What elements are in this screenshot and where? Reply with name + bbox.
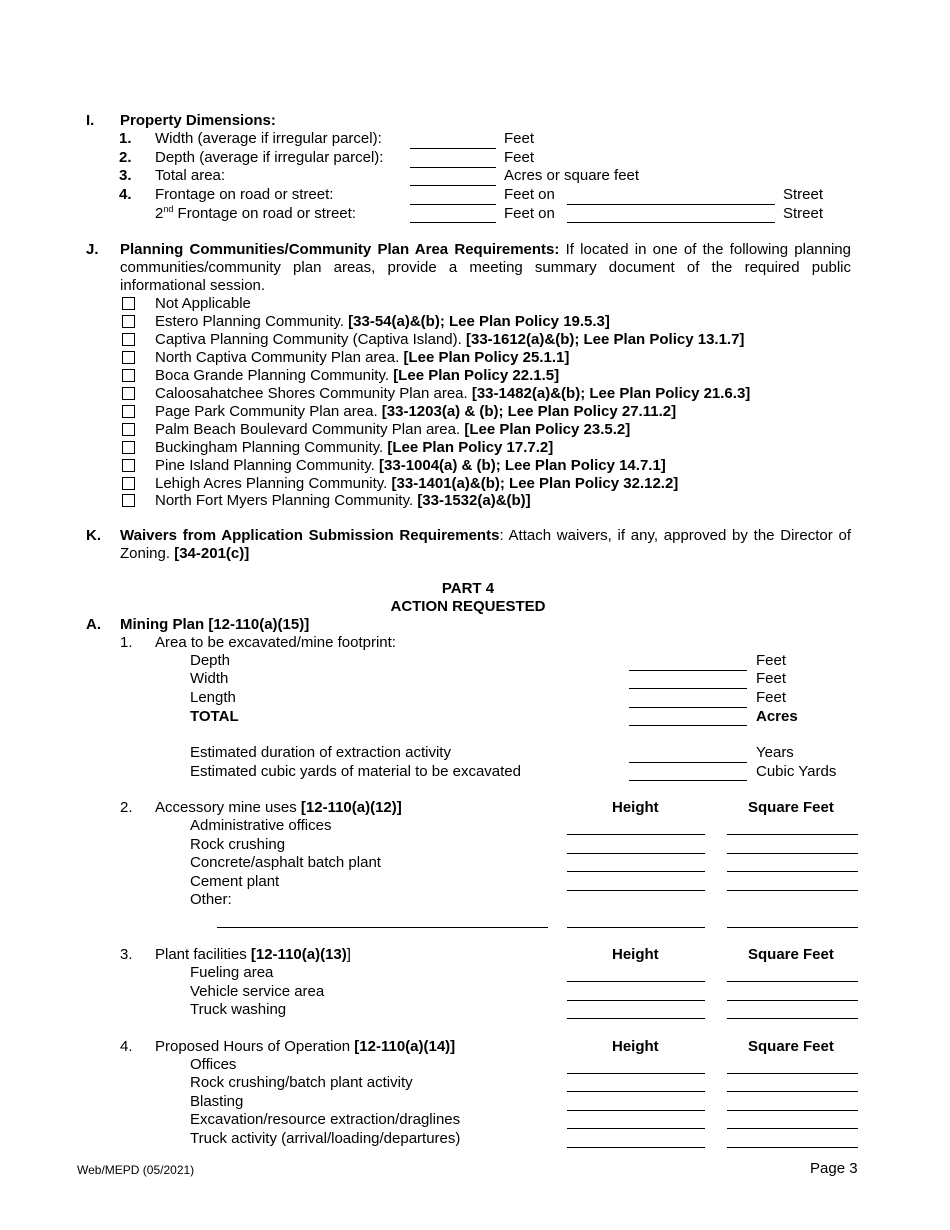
frontage-feet-field[interactable] bbox=[410, 204, 496, 205]
checkbox-boca-grande[interactable] bbox=[122, 369, 135, 382]
item-number: 1. bbox=[119, 130, 132, 147]
footprint-width-label: Width bbox=[190, 670, 229, 687]
checkbox-pine-island[interactable] bbox=[122, 459, 135, 472]
accessory-use-label: Cement plant bbox=[190, 873, 280, 890]
depth-unit: Feet bbox=[504, 149, 535, 166]
section-k-title: Waivers from Application Submission Requirements bbox=[120, 527, 500, 544]
height-field[interactable] bbox=[567, 927, 705, 928]
column-header-square-feet: Square Feet bbox=[748, 946, 834, 963]
section-k-ref: [34-201(c)] bbox=[174, 545, 250, 562]
item-number: 4. bbox=[120, 1038, 133, 1055]
item2-label: Accessory mine uses [12-110(a)(12)] bbox=[155, 799, 402, 816]
square-feet-field[interactable] bbox=[727, 1110, 858, 1111]
duration-unit: Years bbox=[756, 744, 794, 761]
option-label: Buckingham Planning Community. [Lee Plan Policy 17.7.2] bbox=[155, 439, 554, 456]
height-field[interactable] bbox=[567, 853, 705, 854]
square-feet-field[interactable] bbox=[727, 834, 858, 835]
operation-label: Excavation/resource extraction/draglines bbox=[190, 1111, 461, 1128]
footprint-total-label: TOTAL bbox=[190, 708, 239, 725]
second-frontage-feet-field[interactable] bbox=[410, 222, 496, 223]
part-heading: PART 4 bbox=[441, 580, 495, 597]
plant-facility-label: Vehicle service area bbox=[190, 983, 325, 1000]
checkbox-north-captiva[interactable] bbox=[122, 351, 135, 364]
checkbox-lehigh-acres[interactable] bbox=[122, 477, 135, 490]
height-field[interactable] bbox=[567, 1073, 705, 1074]
item4-label: Proposed Hours of Operation [12-110(a)(14)] bbox=[155, 1038, 456, 1055]
footprint-width-unit: Feet bbox=[756, 670, 787, 687]
section-a-letter: A. bbox=[86, 616, 101, 633]
checkbox-not-applicable[interactable] bbox=[122, 297, 135, 310]
section-k-text: : Attach waivers, if any, approved by the Director of Zoning. bbox=[120, 527, 852, 562]
second-frontage-label: 2nd Frontage on road or street: bbox=[155, 204, 356, 222]
checkbox-estero[interactable] bbox=[122, 315, 135, 328]
height-field[interactable] bbox=[567, 871, 705, 872]
option-label: Caloosahatchee Shores Community Plan area. [33-1482(a)&(b); Lee Plan Policy 21.6.3] bbox=[155, 385, 751, 402]
checkbox-palm-beach-boulevard[interactable] bbox=[122, 423, 135, 436]
total-area-unit: Acres or square feet bbox=[504, 167, 640, 184]
square-feet-field[interactable] bbox=[727, 871, 858, 872]
height-field[interactable] bbox=[567, 1091, 705, 1092]
option-label: Estero Planning Community. [33-54(a)&(b); Lee Plan Policy 19.5.3] bbox=[155, 313, 610, 330]
item-number: 3. bbox=[119, 167, 132, 184]
square-feet-field[interactable] bbox=[727, 1018, 858, 1019]
accessory-use-label: Other: bbox=[190, 891, 232, 908]
duration-label: Estimated duration of extraction activity bbox=[190, 744, 451, 761]
footprint-total-unit: Acres bbox=[756, 708, 798, 725]
footprint-width-field[interactable] bbox=[629, 688, 747, 689]
section-j-text: If located in one of the following planning communities/community plan areas, provide a meeting summary document of the required public informational session. bbox=[120, 241, 851, 294]
depth-field[interactable] bbox=[410, 167, 496, 168]
height-field[interactable] bbox=[567, 1110, 705, 1111]
height-field[interactable] bbox=[567, 834, 705, 835]
duration-field[interactable] bbox=[629, 762, 747, 763]
item1-label: Area to be excavated/mine footprint: bbox=[155, 634, 396, 651]
section-k-letter: K. bbox=[86, 527, 101, 544]
accessory-use-label: Rock crushing bbox=[190, 836, 286, 853]
section-j-paragraph bbox=[120, 241, 851, 295]
footprint-total-field[interactable] bbox=[629, 725, 747, 726]
depth-label: Depth (average if irregular parcel): bbox=[155, 149, 384, 166]
footprint-depth-label: Depth bbox=[190, 652, 231, 669]
section-j-title: Planning Communities/Community Plan Area Requirements: bbox=[120, 241, 560, 258]
footprint-depth-field[interactable] bbox=[629, 670, 747, 671]
item-number: 4. bbox=[119, 186, 132, 203]
frontage-label: Frontage on road or street: bbox=[155, 186, 334, 203]
option-label: North Fort Myers Planning Community. [33-1532(a)&(b)] bbox=[155, 492, 531, 509]
item-number: 2. bbox=[119, 149, 132, 166]
section-a-title: Mining Plan [12-110(a)(15)] bbox=[120, 616, 310, 633]
height-field[interactable] bbox=[567, 1147, 705, 1148]
height-field[interactable] bbox=[567, 1000, 705, 1001]
item-number: 2. bbox=[120, 799, 133, 816]
footer-form-id: Web/MEPD (05/2021) bbox=[77, 1163, 195, 1177]
item-number: 1. bbox=[120, 634, 133, 651]
operation-label: Truck activity (arrival/loading/departures) bbox=[190, 1130, 461, 1147]
footprint-depth-unit: Feet bbox=[756, 652, 787, 669]
cubic-yards-field[interactable] bbox=[629, 780, 747, 781]
column-header-square-feet: Square Feet bbox=[748, 799, 834, 816]
column-header-height: Height bbox=[612, 799, 659, 816]
square-feet-field[interactable] bbox=[727, 890, 858, 891]
frontage-unit: Feet on bbox=[504, 186, 555, 203]
second-frontage-suffix: Street bbox=[783, 205, 824, 222]
accessory-use-label: Concrete/asphalt batch plant bbox=[190, 854, 381, 871]
item3-label: Plant facilities [12-110(a)(13)] bbox=[155, 946, 351, 963]
option-label: Lehigh Acres Planning Community. [33-1401(a)&(b); Lee Plan Policy 32.12.2] bbox=[155, 475, 679, 492]
column-header-height: Height bbox=[612, 1038, 659, 1055]
second-frontage-unit: Feet on bbox=[504, 205, 555, 222]
column-header-square-feet: Square Feet bbox=[748, 1038, 834, 1055]
frontage-street-field[interactable] bbox=[567, 204, 775, 205]
option-label: Boca Grande Planning Community. [Lee Plan Policy 22.1.5] bbox=[155, 367, 560, 384]
operation-label: Blasting bbox=[190, 1093, 244, 1110]
checkbox-north-fort-myers[interactable] bbox=[122, 494, 135, 507]
square-feet-field[interactable] bbox=[727, 1000, 858, 1001]
frontage-suffix: Street bbox=[783, 186, 824, 203]
checkbox-buckingham[interactable] bbox=[122, 441, 135, 454]
height-field[interactable] bbox=[567, 1128, 705, 1129]
checkbox-caloosahatchee-shores[interactable] bbox=[122, 387, 135, 400]
plant-facility-label: Fueling area bbox=[190, 964, 274, 981]
option-label: Page Park Community Plan area. [33-1203(a) & (b); Lee Plan Policy 27.11.2] bbox=[155, 403, 677, 420]
height-field[interactable] bbox=[567, 1018, 705, 1019]
square-feet-field[interactable] bbox=[727, 927, 858, 928]
square-feet-field[interactable] bbox=[727, 1091, 858, 1092]
column-header-height: Height bbox=[612, 946, 659, 963]
total-area-label: Total area: bbox=[155, 167, 226, 184]
height-field[interactable] bbox=[567, 890, 705, 891]
footprint-length-field[interactable] bbox=[629, 707, 747, 708]
square-feet-field[interactable] bbox=[727, 1147, 858, 1148]
option-label: Pine Island Planning Community. [33-1004(a) & (b); Lee Plan Policy 14.7.1] bbox=[155, 457, 666, 474]
footprint-length-label: Length bbox=[190, 689, 236, 706]
page-number: Page 3 bbox=[810, 1160, 858, 1177]
square-feet-field[interactable] bbox=[727, 1128, 858, 1129]
section-i-letter: I. bbox=[86, 112, 95, 129]
square-feet-field[interactable] bbox=[727, 853, 858, 854]
option-label: North Captiva Community Plan area. [Lee Plan Policy 25.1.1] bbox=[155, 349, 570, 366]
width-unit: Feet bbox=[504, 130, 535, 147]
width-label: Width (average if irregular parcel): bbox=[155, 130, 382, 147]
checkbox-page-park[interactable] bbox=[122, 405, 135, 418]
cubic-yards-label: Estimated cubic yards of material to be excavated bbox=[190, 763, 521, 780]
operation-label: Rock crushing/batch plant activity bbox=[190, 1074, 413, 1091]
option-label: Palm Beach Boulevard Community Plan area. [Lee Plan Policy 23.5.2] bbox=[155, 421, 631, 438]
item-number: 3. bbox=[120, 946, 133, 963]
footprint-length-unit: Feet bbox=[756, 689, 787, 706]
other-use-field[interactable] bbox=[217, 927, 548, 928]
total-area-field[interactable] bbox=[410, 185, 496, 186]
operation-label: Offices bbox=[190, 1056, 237, 1073]
section-i-title: Property Dimensions: bbox=[120, 112, 276, 129]
square-feet-field[interactable] bbox=[727, 1073, 858, 1074]
plant-facility-label: Truck washing bbox=[190, 1001, 287, 1018]
cubic-yards-unit: Cubic Yards bbox=[756, 763, 837, 780]
option-label: Captiva Planning Community (Captiva Island). [33-1612(a)&(b); Lee Plan Policy 13.1.7] bbox=[155, 331, 745, 348]
section-j-letter: J. bbox=[86, 241, 99, 258]
checkbox-captiva[interactable] bbox=[122, 333, 135, 346]
height-field[interactable] bbox=[567, 981, 705, 982]
square-feet-field[interactable] bbox=[727, 981, 858, 982]
part-subheading: ACTION REQUESTED bbox=[390, 598, 546, 615]
width-field[interactable] bbox=[410, 148, 496, 149]
section-k-paragraph bbox=[120, 527, 851, 563]
accessory-use-label: Administrative offices bbox=[190, 817, 332, 834]
second-frontage-street-field[interactable] bbox=[567, 222, 775, 223]
option-label: Not Applicable bbox=[155, 295, 251, 312]
